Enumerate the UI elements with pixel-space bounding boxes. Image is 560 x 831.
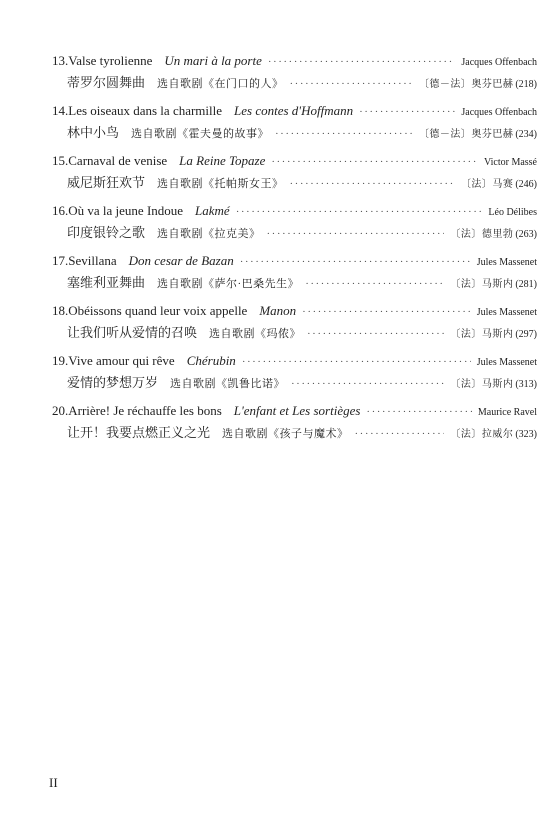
zh-composer: 〔德－法〕奥芬巴赫 [418,79,514,90]
dot-leader [268,56,456,68]
page-number: II [49,775,58,790]
zh-composer: 〔法〕德里勃 [450,229,514,240]
dot-leader [236,206,483,218]
piece-title: Sevillana [68,253,117,268]
zh-source: 选自歌剧《玛侬》 [209,328,302,340]
dot-leader [291,378,444,390]
zh-composer: 〔法〕拉威尔 [450,429,514,440]
dot-leader [275,128,413,140]
piece-title: Les oiseaux dans la charmille [68,103,223,118]
entry-chinese-line [67,172,537,190]
page-ref: (323) [515,429,537,440]
page-ref: (234) [515,129,537,140]
zh-composer: 〔法〕马斯内 [450,329,514,340]
dot-leader [307,328,444,340]
page-ref: (281) [515,279,537,290]
zh-composer: 〔法〕马斯内 [450,279,514,290]
entry-number: 19. [52,353,69,368]
zh-source: 选自歌剧《凯鲁比诺》 [170,378,286,390]
entry-chinese-line [67,322,537,340]
dot-leader [240,256,471,268]
entry-number: 15. [52,153,69,168]
opera-title: Un mari à la porte [164,53,262,68]
entry-number: 18. [52,303,69,318]
dot-leader [271,156,478,168]
composer-name: Jules Massenet [476,357,537,368]
opera-title: La Reine Topaze [179,153,266,168]
dot-leader [305,278,444,290]
entry-original-line [52,153,537,171]
zh-piece-title: 爱情的梦想万岁 [67,375,159,390]
entry-chinese-line [67,272,537,290]
zh-piece-title: 让开！我要点燃正义之光 [67,425,211,440]
zh-piece-title: 塞维利亚舞曲 [67,275,146,290]
dot-leader [359,106,455,118]
toc-entry-19 [52,353,537,403]
entry-original-line [52,53,537,71]
entry-chinese-line [67,122,537,140]
toc-entry-13 [52,53,537,103]
entry-number: 17. [52,253,69,268]
dot-leader [290,178,455,190]
entry-original-line [52,403,537,421]
page-ref: (313) [515,379,537,390]
dot-leader [302,306,471,318]
dot-leader [366,406,471,418]
zh-source: 选自歌剧《孩子与魔术》 [222,428,349,440]
piece-title: Carnaval de venise [68,153,168,168]
entry-chinese-line [67,422,537,440]
entry-original-line [52,353,537,371]
zh-piece-title: 印度银铃之歌 [67,225,146,240]
zh-piece-title: 林中小鸟 [67,125,120,140]
composer-name: Jacques Offenbach [461,107,537,118]
toc-entry-16 [52,203,537,253]
entry-number: 20. [52,403,69,418]
opera-title: Don cesar de Bazan [128,253,234,268]
dot-leader [267,228,445,240]
composer-name: Jules Massenet [476,257,537,268]
zh-composer: 〔法〕马赛 [460,179,514,190]
entry-original-line [52,253,537,271]
entry-chinese-line [67,222,537,240]
composer-name: Maurice Ravel [477,407,537,418]
entry-original-line [52,203,537,221]
toc-entry-17 [52,253,537,303]
toc-entry-15 [52,153,537,203]
entry-number: 13. [52,53,69,68]
entry-original-line [52,103,537,121]
opera-title: Manon [259,303,297,318]
composer-name: Léo Délibes [488,207,537,218]
entry-original-line [52,303,537,321]
zh-piece-title: 威尼斯狂欢节 [67,175,146,190]
zh-source: 选自歌剧《在门口的人》 [157,78,284,90]
zh-source: 选自歌剧《托帕斯女王》 [157,178,284,190]
piece-title: Valse tyrolienne [68,53,153,68]
piece-title: Arrière! Je réchauffe les bons [68,403,222,418]
opera-title: Les contes d'Hoffmann [234,103,354,118]
zh-piece-title: 蒂罗尔圆舞曲 [67,75,146,90]
page-ref: (246) [515,179,537,190]
piece-title: Où va la jeune Indoue [68,203,184,218]
dot-leader [290,78,413,90]
zh-composer: 〔德－法〕奥芬巴赫 [418,129,514,140]
entry-number: 14. [52,103,69,118]
opera-title: Lakmé [195,203,230,218]
composer-name: Victor Massé [484,157,537,168]
entry-chinese-line [67,72,537,90]
page-ref: (297) [515,329,537,340]
piece-title: Obéissons quand leur voix appelle [68,303,248,318]
zh-piece-title: 让我们听从爱情的召唤 [67,325,198,340]
opera-title: L'enfant et Les sortièges [233,403,361,418]
toc-entry-20 [52,403,537,453]
zh-source: 选自歌剧《拉克美》 [157,228,261,240]
dot-leader [242,356,471,368]
page-ref: (263) [515,229,537,240]
zh-source: 选自歌剧《霍夫曼的故事》 [131,128,270,140]
dot-leader [355,428,445,440]
composer-name: Jacques Offenbach [461,57,537,68]
entry-chinese-line [67,372,537,390]
zh-composer: 〔法〕马斯内 [450,379,514,390]
composer-name: Jules Massenet [476,307,537,318]
entry-number: 16. [52,203,69,218]
piece-title: Vive amour qui rêve [68,353,175,368]
zh-source: 选自歌剧《萨尔·巴桑先生》 [157,278,300,290]
page-ref: (218) [515,79,537,90]
toc-entry-14 [52,103,537,153]
opera-title: Chérubin [186,353,236,368]
toc-entry-18 [52,303,537,353]
